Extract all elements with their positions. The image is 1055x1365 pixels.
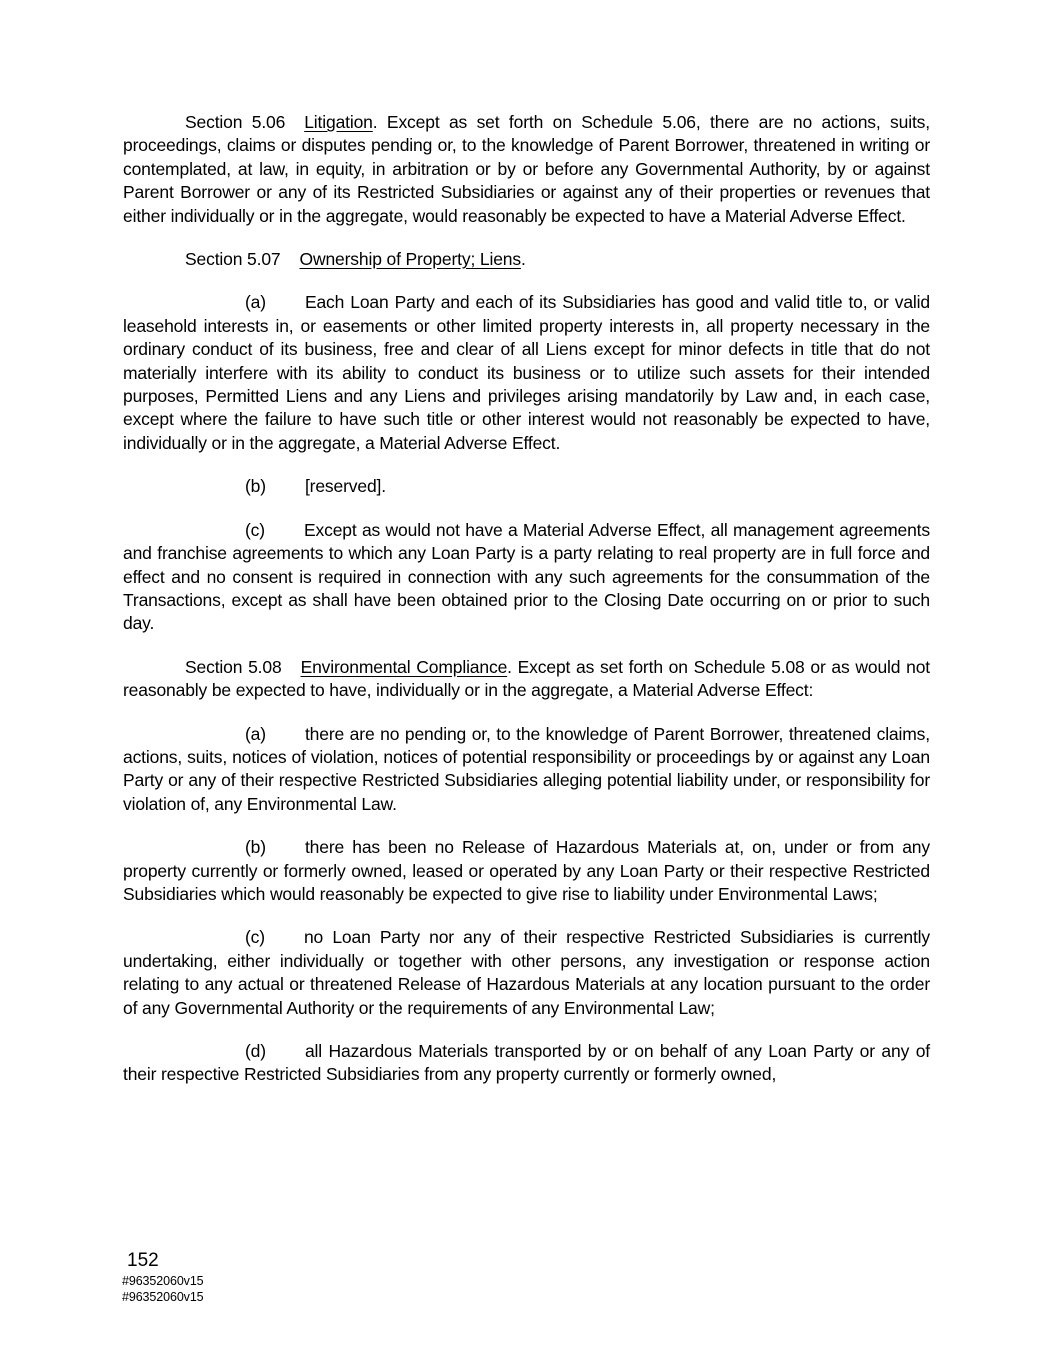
subsection-label: (c)	[245, 927, 265, 948]
section-paragraph: Section 5.08 Environmental Compliance. Except as set forth on Schedule 5.08 or as would not reasonably be expected to have, individually or in the aggregate, a Material Adverse Effect:	[123, 656, 930, 701]
subsection-label: (a)	[245, 723, 266, 744]
subsection-label: (b)	[245, 476, 266, 497]
subsection-paragraph: (c) Except as would not have a Material Adverse Effect, all management agreements and franchise agreements to which any Loan Party is a party relating to real property are in full force and effect and no consent is required in connection with any such agreements for the consummation of the Transactions, except as shall have been obtained prior to the Closing Date occurring on or prior to such day.	[123, 519, 930, 634]
section-title: Ownership of Property; Liens	[299, 249, 521, 270]
document-body	[123, 111, 930, 1107]
subsection-paragraph: (c) no Loan Party nor any of their respective Restricted Subsidiaries is currently undertaking, either individually or together with other persons, any investigation or response action relating to any actual or threatened Release of Hazardous Materials at any location pursuant to the order of any Governmental Authority or the requirements of any Environmental Law;	[123, 927, 930, 1018]
section-label: Section 5.08	[185, 656, 282, 677]
subsection-label: (b)	[245, 837, 266, 858]
subsection-paragraph: (d) all Hazardous Materials transported by or on behalf of any Loan Party or any of their respective Restricted Subsidiaries from any property currently or formerly owned,	[123, 1041, 930, 1085]
page-footer	[122, 1249, 204, 1305]
section-title: Environmental Compliance	[300, 656, 508, 677]
subsection-label: (d)	[245, 1041, 266, 1061]
document-id-line: #96352060v15	[122, 1274, 204, 1288]
section-label: Section 5.07	[185, 249, 281, 270]
subsection-label: (a)	[245, 292, 266, 313]
section-title: Litigation	[304, 112, 373, 132]
section-paragraph: Section 5.06 Litigation. Except as set forth on Schedule 5.06, there are no actions, suits, proceedings, claims or disputes pending or, to the knowledge of Parent Borrower, threatened in writing or contemplated, at law, in equity, in arbitration or by or before any Governmental Authority, by or against Parent Borrower or any of its Restricted Subsidiaries or against any of their properties or revenues that either individually or in the aggregate, would reasonably be expected to have a Material Adverse Effect.	[123, 112, 930, 226]
subsection-paragraph: (a) there are no pending or, to the knowledge of Parent Borrower, threatened claims, actions, suits, notices of violation, notices of potential responsibility or proceedings by or against any Loan Party or any of their respective Restricted Subsidiaries alleging potential liability under, or responsibility for violation of, any Environmental Law.	[123, 723, 930, 814]
page-number: 152	[127, 1250, 159, 1271]
subsection-paragraph: (a) Each Loan Party and each of its Subsidiaries has good and valid title to, or valid leasehold interests in, or easements or other limited property interests in, all property necessary in the ordinary conduct of its business, free and clear of all Liens except for minor defects in title that do not materially interfere with its ability to conduct its business or to utilize such assets for their intended purposes, Permitted Liens and any Liens and privileges arising mandatorily by Law and, in each case, except where the failure to have such title or other interest would not reasonably be expected to have, individually or in the aggregate, a Material Adverse Effect.	[123, 292, 930, 453]
subsection-paragraph: (b) [reserved].	[245, 476, 386, 497]
subsection-label: (c)	[245, 519, 265, 540]
document-id-line: #96352060v15	[122, 1289, 204, 1304]
subsection-paragraph: (b) there has been no Release of Hazardous Materials at, on, under or from any property currently or formerly owned, leased or operated by any Loan Party or their respective Restricted Subsidiaries which would reasonably be expected to give rise to liability under Environmental Laws;	[123, 837, 930, 904]
section-label: Section 5.06	[185, 112, 286, 132]
section-paragraph: Section 5.07 Ownership of Property; Liens.	[185, 249, 526, 270]
